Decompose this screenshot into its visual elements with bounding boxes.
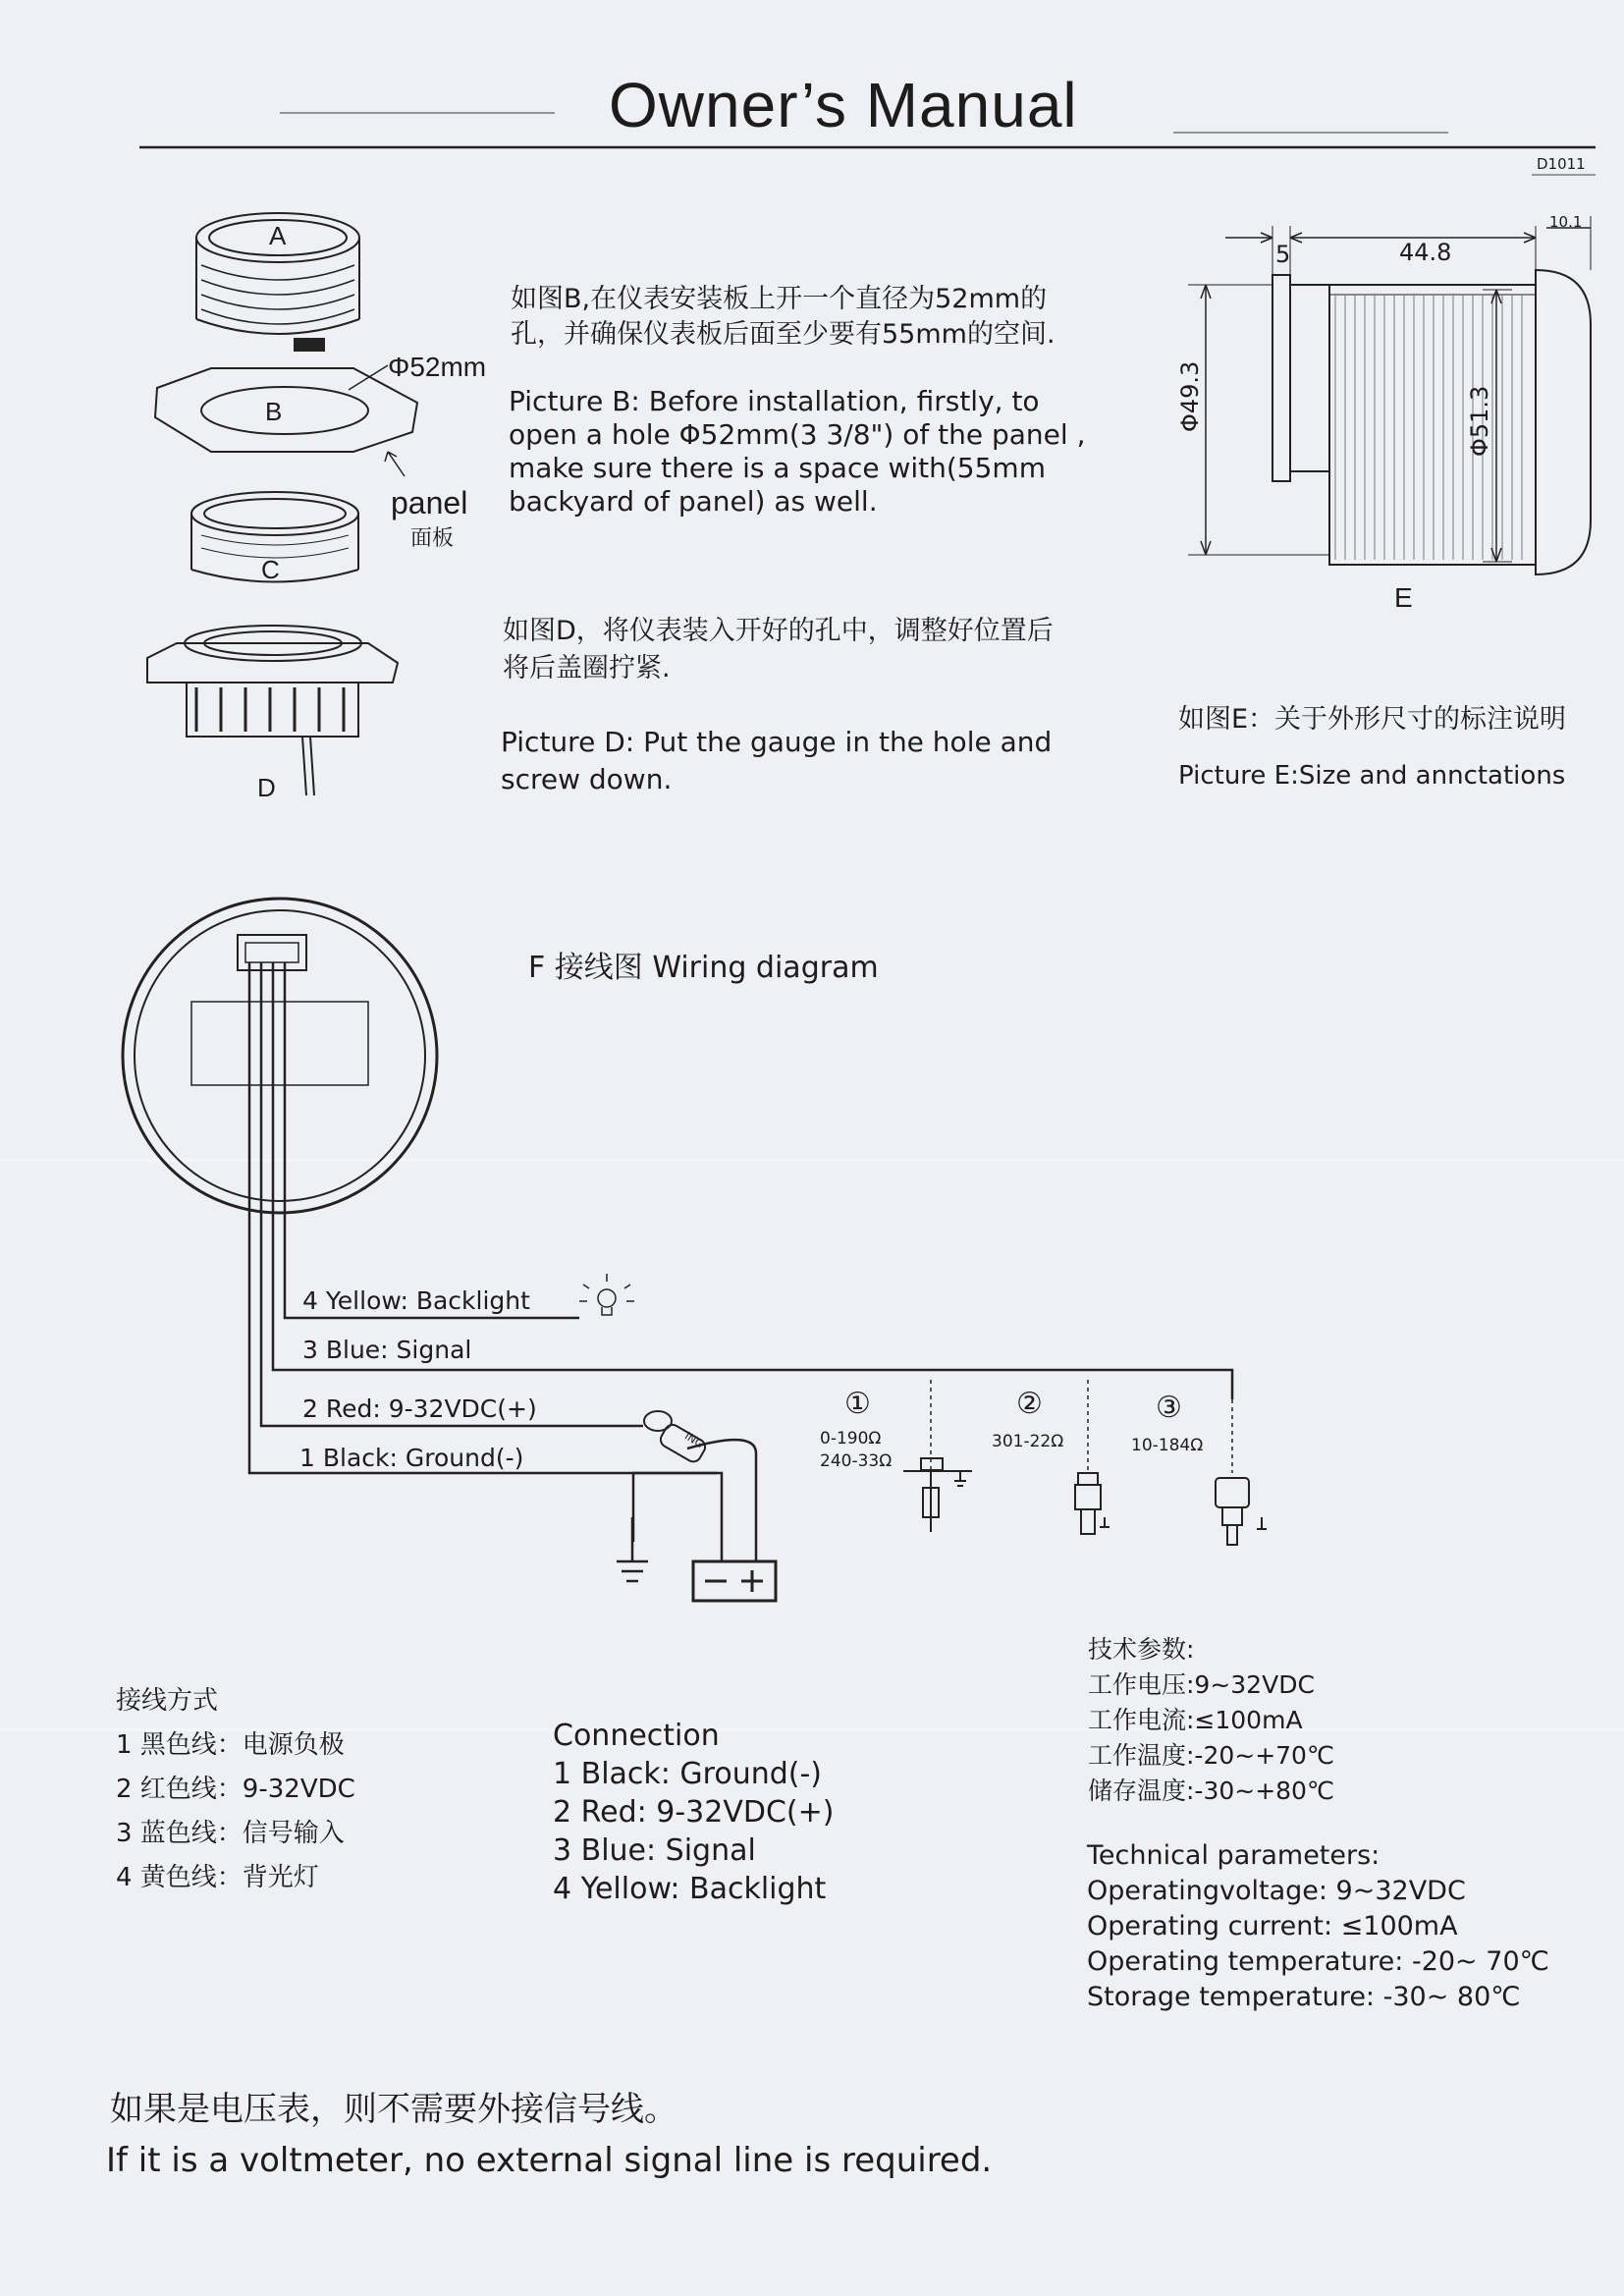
picture-d-zh: [503, 613, 1054, 687]
text-line: 孔，并确保仪表板后面至少要有55mm的空间.: [511, 319, 1056, 350]
section-title: 接线方式: [116, 1686, 219, 1716]
list-item: 3 蓝色线：信号输入: [116, 1819, 345, 1848]
text-line: 如图B,在仪表安装板上开一个直径为52mm的: [511, 284, 1048, 314]
sensor-1-number: ①: [844, 1387, 871, 1421]
label-c: C: [261, 555, 280, 584]
picture-e-en: Picture E:Size and annctations: [1178, 761, 1566, 791]
list-item: 工作温度:-20~+70℃: [1088, 1741, 1335, 1770]
tech-params-zh: [1088, 1632, 1334, 1809]
sensor-1-range: 0-190Ω: [820, 1429, 882, 1449]
sensor-bus-drops: [931, 1380, 1232, 1473]
page-title: Owner’s Manual: [609, 70, 1078, 140]
bulb-icon: [579, 1274, 634, 1315]
sensor-3-range: 10-184Ω: [1131, 1436, 1204, 1455]
list-item: 4 黄色线：背光灯: [116, 1863, 319, 1892]
list-item: 2 Red: 9-32VDC(+): [553, 1795, 835, 1830]
ground-symbol-icon: [617, 1517, 648, 1581]
list-item: 1 Black: Ground(-): [553, 1757, 823, 1791]
list-item: 4 Yellow: Backlight: [553, 1872, 827, 1906]
label-d: D: [257, 773, 276, 802]
list-item: Storage temperature: -30~ 80℃: [1087, 1982, 1521, 2012]
footer-note-en: If it is a voltmeter, no external signal line is required.: [106, 2141, 993, 2180]
list-item: 储存温度:-30~+80℃: [1088, 1777, 1335, 1805]
doc-code: D1011: [1537, 155, 1586, 173]
list-item: 工作电压:9~32VDC: [1088, 1670, 1315, 1699]
list-item: 1 黑色线：电源负极: [116, 1730, 345, 1760]
list-item: Operatingvoltage: 9~32VDC: [1087, 1876, 1466, 1906]
assembly-d-drawing: [147, 626, 398, 795]
text-line: open a hole Φ52mm(3 3/8") of the panel ,: [509, 418, 1086, 451]
list-item: 2 红色线：9-32VDC: [116, 1775, 355, 1804]
connection-en: [553, 1717, 834, 1908]
label-a: A: [269, 221, 287, 250]
sensor-3-number: ③: [1156, 1391, 1182, 1425]
picture-d-en: [501, 724, 1052, 798]
list-item: 工作电流:≤100mA: [1088, 1706, 1303, 1734]
gauge-face-drawing: [123, 899, 437, 1213]
sensor-2-number: ②: [1016, 1387, 1043, 1421]
text-line: screw down.: [501, 763, 673, 795]
float-sensor-icon: [903, 1458, 972, 1532]
panel-b-drawing: [155, 365, 417, 476]
picture-b-en: [509, 385, 1085, 519]
wire-label-black: 1 Black: Ground(-): [299, 1444, 524, 1472]
dim-49-3: Φ49.3: [1176, 360, 1204, 432]
text-line: make sure there is a space with(55mm: [509, 452, 1046, 484]
wire-label-blue: 3 Blue: Signal: [302, 1336, 472, 1364]
dim-44-8: 44.8: [1399, 239, 1452, 266]
dim-5: 5: [1275, 241, 1291, 268]
list-item: 3 Blue: Signal: [553, 1833, 756, 1868]
connection-zh: [116, 1679, 355, 1900]
section-title: 技术参数:: [1088, 1635, 1195, 1664]
battery-icon: [693, 1561, 776, 1601]
label-phi52: Φ52mm: [388, 352, 487, 382]
label-panel-en: panel: [391, 485, 468, 520]
wire-label-yellow: 4 Yellow: Backlight: [302, 1286, 530, 1315]
dim-10-1: 10.1: [1549, 213, 1583, 231]
picture-b-zh: [511, 282, 1056, 353]
tech-params-en: [1087, 1838, 1549, 2015]
list-item: Operating current: ≤100mA: [1087, 1911, 1458, 1941]
sensor-1-range-alt: 240-33Ω: [820, 1451, 893, 1471]
text-line: Picture B: Before installation, firstly, to: [509, 385, 1040, 417]
text-line: Picture D: Put the gauge in the hole and: [501, 726, 1053, 758]
pressure-sensor-icon: [1216, 1478, 1267, 1545]
section-title: Connection: [553, 1719, 720, 1753]
label-e: E: [1394, 582, 1413, 613]
sensor-2-range: 301-22Ω: [992, 1432, 1064, 1451]
text-line: 将后盖圈拧紧.: [503, 653, 671, 683]
picture-e-zh: 如图E：关于外形尺寸的标注说明: [1178, 704, 1567, 735]
section-title: Technical parameters:: [1087, 1840, 1380, 1871]
wiring-title: F 接线图 Wiring diagram: [528, 951, 879, 985]
label-b: B: [265, 397, 283, 426]
temp-sensor-icon: [1075, 1473, 1110, 1534]
footer-note-zh: 如果是电压表，则不需要外接信号线。: [110, 2090, 677, 2129]
text-line: 如图D，将仪表装入开好的孔中，调整好位置后: [503, 616, 1054, 646]
text-line: backyard of panel) as well.: [509, 485, 878, 518]
ignition-label: ING: [682, 1429, 706, 1451]
list-item: Operating temperature: -20~ 70℃: [1087, 1946, 1549, 1977]
label-panel-zh: 面板: [410, 526, 455, 551]
side-view-e-drawing: [1188, 216, 1591, 574]
dim-51-3: Φ51.3: [1466, 385, 1493, 457]
wire-label-red: 2 Red: 9-32VDC(+): [302, 1394, 537, 1423]
